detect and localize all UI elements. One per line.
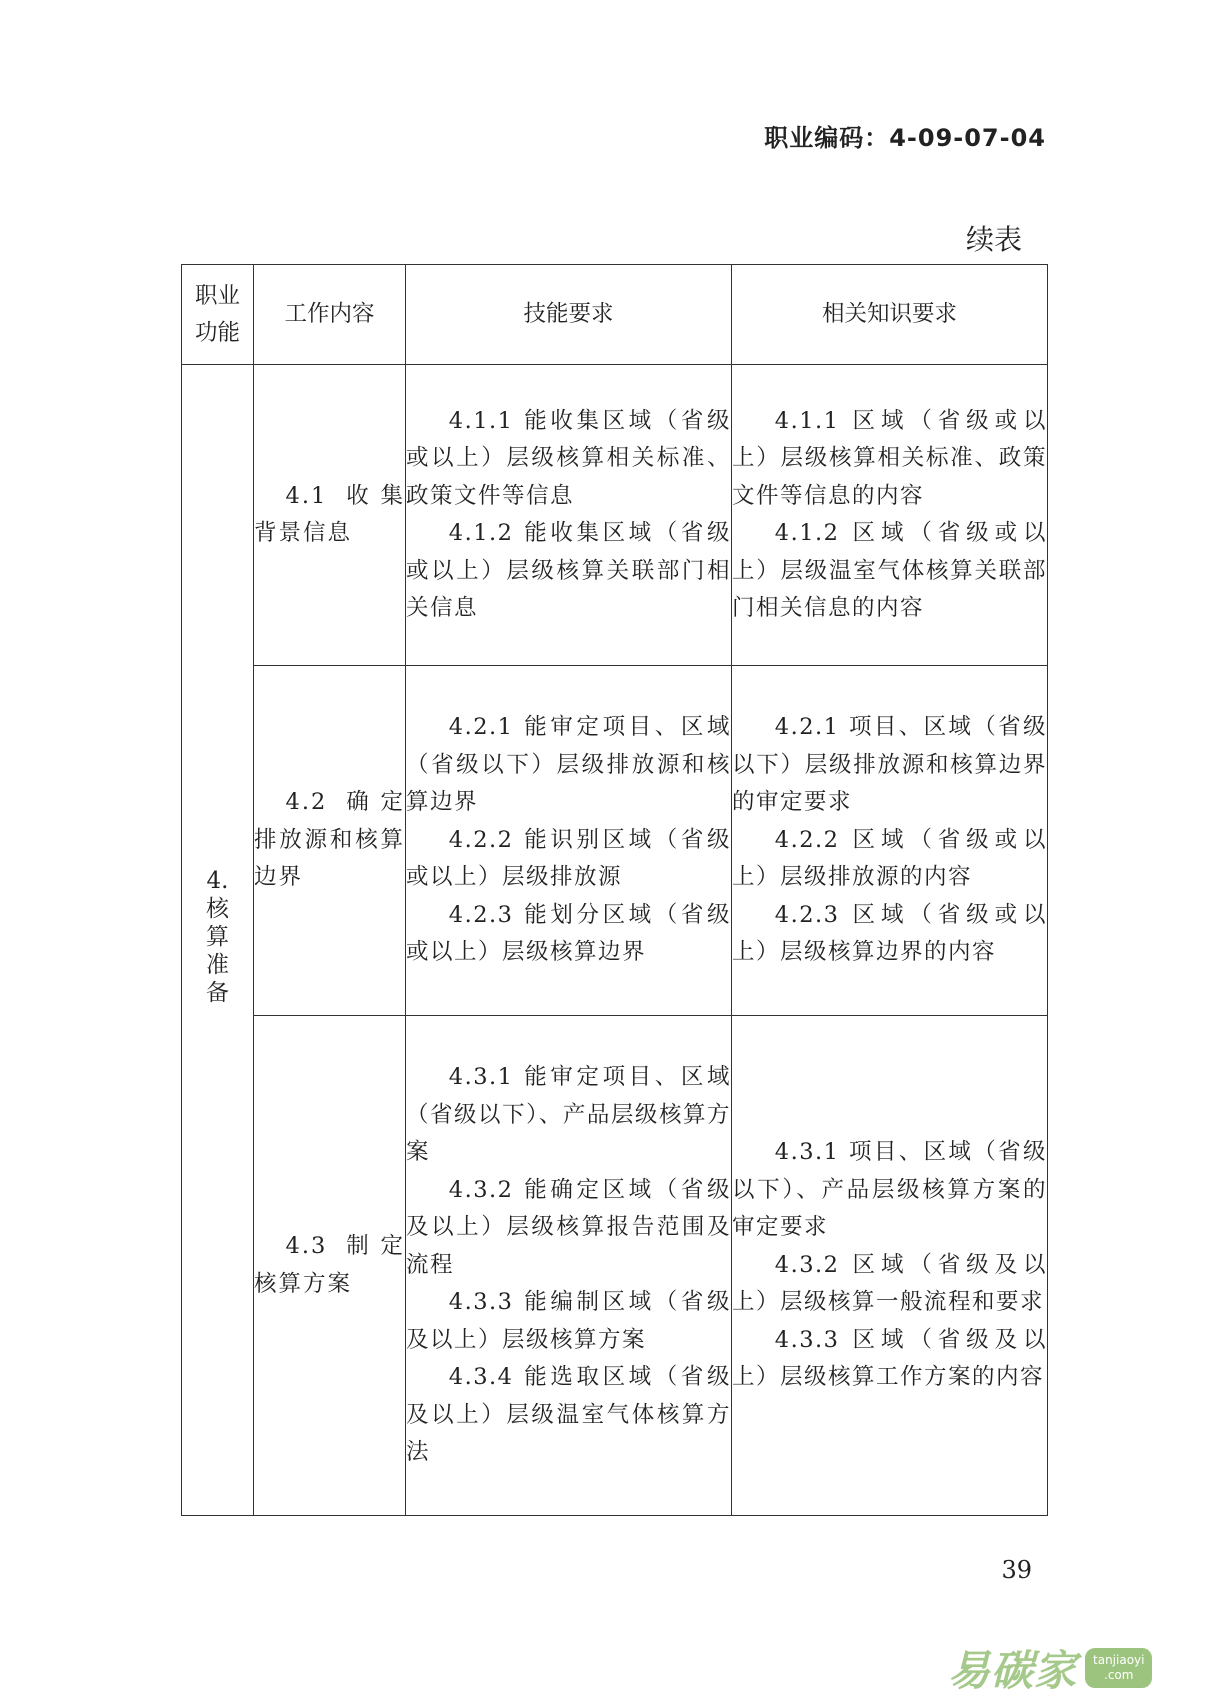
table-header-row [182,265,1048,365]
skill-cell [406,666,732,1016]
knowledge-item: 4.3.1 项目、区域（省级以下）、产品层级核算方案的审定要求 [732,1139,1047,1241]
skill-item: 4.3.1 能审定项目、区域（省级以下）、产品层级核算方案 [406,1064,731,1166]
knowledge-item: 4.2.3 区域（省级或以上）层级核算边界的内容 [732,901,1047,966]
knowledge-item: 4.1.2 区域（省级或以上）层级温室气体核算关联部门相关信息的内容 [732,520,1047,621]
function-label: 4. 核 算 准 备 [206,868,229,1007]
skill-item: 4.1.1 能收集区域（省级或以上）层级核算相关标准、政策文件等信息 [406,407,731,509]
table-row [182,1016,1048,1516]
work-content-cell: 4.1 收集背景信息 [254,365,406,666]
knowledge-item: 4.3.2 区域（省级及以上）层级核算一般流程和要求 [732,1251,1047,1316]
knowledge-item: 4.1.1 区域（省级或以上）层级核算相关标准、政策文件等信息的内容 [732,407,1047,509]
table-row [182,365,1048,666]
skill-item: 4.2.3 能划分区域（省级或以上）层级核算边界 [406,901,731,966]
knowledge-cell [732,666,1048,1016]
header-knowledge-requirements: 相关知识要求 [732,265,1048,365]
watermark-text: 易碳家 [948,1646,1078,1695]
header-skill-requirements: 技能要求 [406,265,732,365]
knowledge-item: 4.3.3 区域（省级及以上）层级核算工作方案的内容 [732,1326,1047,1391]
skill-item: 4.3.3 能编制区域（省级及以上）层级核算方案 [406,1289,731,1353]
header-work-content: 工作内容 [254,265,406,365]
function-cell [182,365,254,1516]
header-function: 职业功能 [182,265,254,365]
watermark-logo [948,1640,1208,1696]
continued-table-label: 续表 [965,223,1022,256]
skill-item: 4.3.2 能确定区域（省级及以上）层级核算报告范围及流程 [406,1176,731,1278]
knowledge-cell [732,1016,1048,1516]
knowledge-cell [732,365,1048,666]
knowledge-item: 4.2.1 项目、区域（省级以下）层级排放源和核算边界的审定要求 [732,714,1047,816]
skill-cell [406,1016,732,1516]
page-number: 39 [1001,1556,1032,1584]
skill-item: 4.3.4 能选取区域（省级及以上）层级温室气体核算方法 [406,1364,731,1466]
skill-standard-table [181,264,1048,1516]
work-content-cell: 4.2 确定排放源和核算边界 [254,666,406,1016]
skill-item: 4.1.2 能收集区域（省级或以上）层级核算关联部门相关信息 [406,520,731,621]
table-row [182,666,1048,1016]
occupation-code: 职业编码：4-09-07-04 [764,124,1046,152]
skill-item: 4.2.2 能识别区域（省级或以上）层级排放源 [406,826,731,891]
skill-item: 4.2.1 能审定项目、区域（省级以下）层级排放源和核算边界 [406,714,731,816]
work-content-cell: 4.3 制定核算方案 [254,1016,406,1516]
watermark-badge: tanjiaoyi .com [1085,1648,1152,1688]
knowledge-item: 4.2.2 区域（省级或以上）层级排放源的内容 [732,826,1047,891]
skill-cell [406,365,732,666]
